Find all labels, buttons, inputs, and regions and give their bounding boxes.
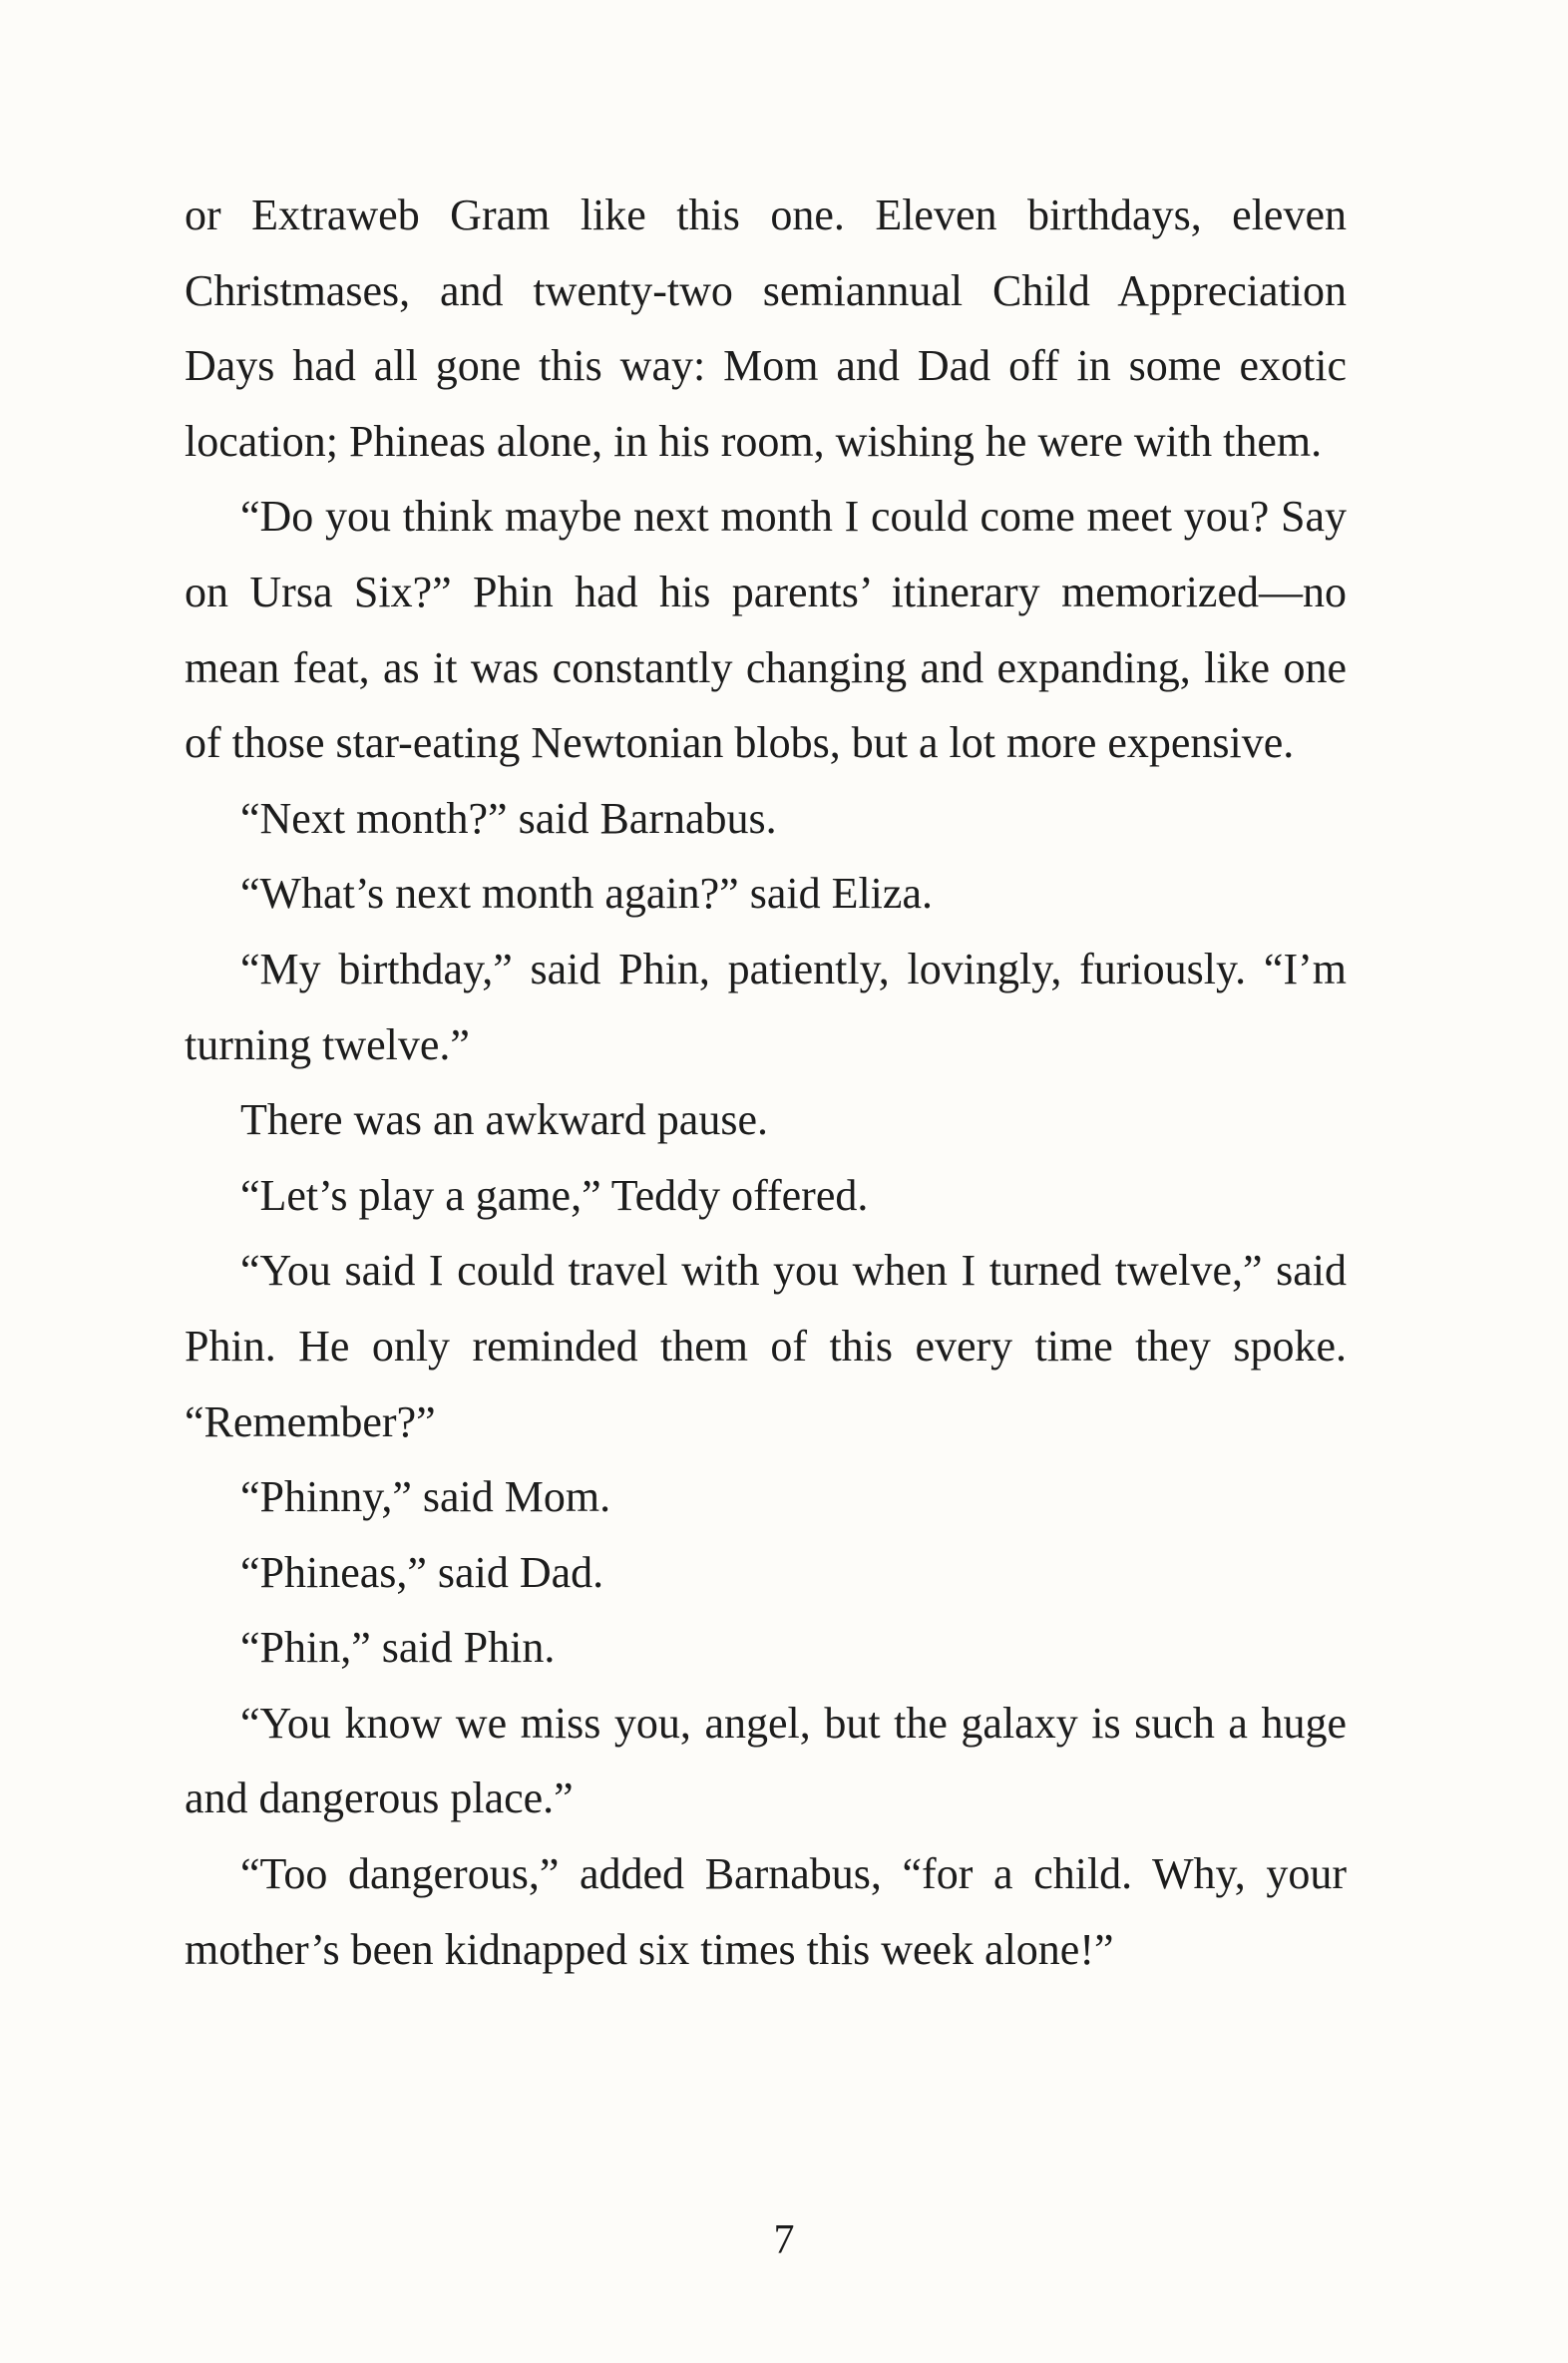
paragraph-1: or Extraweb Gram like this one. Eleven birthdays, eleven Christmases, and twenty-two semiannual Child Appreciation Days had all gone this way: Mom and Dad off in some exotic location; Phineas alone, in his room, wishing he were with them. xyxy=(185,191,1347,466)
paragraph-13: “Too dangerous,” added Barnabus, “for a child. Why, your mother’s been kidnapped six times this week alone!” xyxy=(185,1849,1347,1974)
paragraph-11: “Phin,” said Phin. xyxy=(240,1623,556,1673)
paragraph-3: “Next month?” said Barnabus. xyxy=(240,793,777,843)
paragraph-2: “Do you think maybe next month I could come meet you? Say on Ursa Six?” Phin had his parents’ itinerary memorized—no mean feat, as it was constantly changing and expanding, like one of those star-eating Newtonian blobs, but a lot more expensive. xyxy=(185,492,1347,768)
paragraph-12: “You know we miss you, angel, but the galaxy is such a huge and dangerous place.” xyxy=(185,1698,1347,1823)
paragraph-10: “Phineas,” said Dad. xyxy=(240,1547,604,1597)
paragraph-7: “Let’s play a game,” Teddy offered. xyxy=(240,1170,869,1220)
paragraph-4: “What’s next month again?” said Eliza. xyxy=(240,869,933,919)
paragraph-5: “My birthday,” said Phin, patiently, lovingly, furiously. “I’m turning twelve.” xyxy=(185,944,1347,1069)
paragraph-8: “You said I could travel with you when I turned twelve,” said Phin. He only reminded them of this every time they spoke. “Remember?” xyxy=(185,1246,1347,1446)
paragraph-6: There was an awkward pause. xyxy=(240,1095,768,1145)
paragraph-9: “Phinny,” said Mom. xyxy=(240,1472,611,1522)
page-number: 7 xyxy=(773,2217,795,2263)
body-text xyxy=(185,178,1347,1987)
